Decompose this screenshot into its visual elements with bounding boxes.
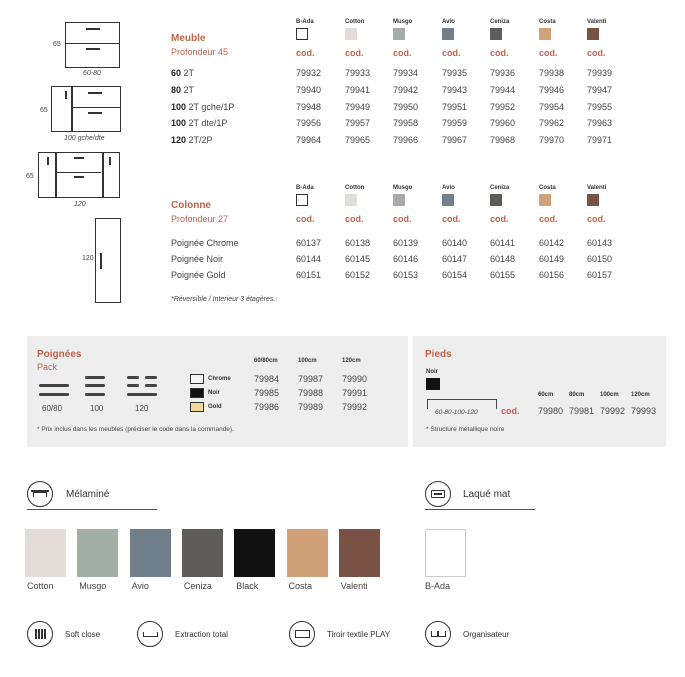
row-label-desc: 2T gche/1P (186, 101, 235, 112)
laque-icon (425, 481, 451, 507)
color-name: B-Ada (296, 19, 314, 25)
finish-label: Chrome (208, 376, 231, 382)
poignees-title: Poignées (37, 349, 82, 360)
color-name: B-Ada (296, 185, 314, 191)
feature-label: Extraction total (175, 630, 228, 639)
product-code: 79985 (254, 388, 280, 398)
product-code: 79944 (490, 84, 516, 95)
product-code: 79987 (298, 374, 324, 384)
swatch-label: Black (236, 581, 259, 591)
noir-swatch (426, 378, 440, 390)
cod-label: cod. (442, 214, 461, 224)
product-code: 79935 (442, 68, 468, 78)
cod-label: cod. (442, 48, 461, 58)
product-code: 79934 (393, 68, 419, 78)
colonne-drawing (95, 218, 121, 303)
product-code: 60141 (490, 238, 516, 248)
product-code: 79957 (345, 118, 371, 129)
product-code: 79971 (587, 135, 613, 146)
color-swatch (490, 194, 502, 206)
color-swatch (587, 28, 599, 40)
dim-width: 60-80 (83, 70, 101, 77)
product-code: 60150 (587, 254, 613, 264)
cod-label: cod. (345, 48, 364, 58)
product-code: 60139 (393, 238, 419, 248)
product-code: 60148 (490, 254, 516, 264)
row-label: Poignée Gold (171, 270, 226, 280)
color-swatch (539, 194, 551, 206)
column-header: 120cm (631, 392, 650, 398)
product-code: 79967 (442, 135, 468, 146)
swatch-label: Valenti (340, 581, 368, 591)
row-label: Poignée Chrome (171, 238, 239, 248)
color-name: Valenti (587, 185, 607, 191)
column-header: 60cm (538, 392, 554, 398)
swatch-label: Cotton (27, 581, 54, 591)
product-code: 79954 (539, 101, 565, 112)
column-header: 100cm (298, 358, 317, 364)
product-code: 79933 (345, 68, 371, 78)
melamine-icon (27, 481, 53, 507)
finish-label: Gold (208, 404, 222, 410)
product-code: 79942 (393, 84, 419, 95)
product-code: 79964 (296, 135, 322, 146)
swatch-b-ada (425, 529, 466, 577)
color-swatch (345, 28, 357, 40)
product-code: 79952 (490, 101, 516, 112)
product-code: 79992 (600, 406, 626, 416)
cod-label: cod. (393, 214, 412, 224)
pieds-panel (413, 336, 666, 447)
swatch-valenti (339, 529, 380, 577)
swatch-black (234, 529, 275, 577)
product-code: 79938 (539, 68, 565, 78)
feature-label: Tiroir textile PLAY (327, 630, 391, 639)
row-label (171, 85, 194, 95)
pieds-color-label: Noir (426, 369, 438, 375)
soft-close-icon (27, 621, 53, 647)
product-code: 79948 (296, 101, 322, 112)
laque-title: Laqué mat (463, 489, 511, 500)
swatch-musgo (77, 529, 118, 577)
row-label-desc: 2T (181, 68, 195, 78)
product-code: 79981 (569, 406, 595, 416)
colonne-subtitle: Profondeur 27 (171, 214, 229, 224)
color-swatch (393, 194, 405, 206)
color-name: Valenti (587, 19, 607, 25)
product-code: 79936 (490, 68, 516, 78)
row-label-desc: 2T dte/1P (186, 118, 228, 129)
swatch-label: Costa (288, 581, 313, 591)
product-code: 79991 (342, 388, 368, 398)
product-code: 60147 (442, 254, 468, 264)
color-name: Cotton (345, 19, 365, 25)
tiroir-textile-icon (289, 621, 315, 647)
color-swatch (393, 28, 405, 40)
color-swatch (587, 194, 599, 206)
product-code: 79955 (587, 101, 613, 112)
product-code: 60153 (393, 270, 419, 280)
product-code: 79951 (442, 101, 468, 112)
cod-label: cod. (587, 48, 606, 58)
product-code: 79943 (442, 84, 468, 95)
color-name: Musgo (393, 19, 413, 25)
product-code: 60157 (587, 270, 613, 280)
finish-swatch (190, 374, 204, 384)
row-label (171, 102, 234, 112)
product-code: 60137 (296, 238, 322, 248)
product-code: 79932 (296, 68, 322, 78)
product-code: 60146 (393, 254, 419, 264)
product-code: 79958 (393, 118, 419, 129)
handle-size: 120 (135, 404, 149, 413)
cod-label: cod. (296, 214, 315, 224)
product-code: 79947 (587, 84, 613, 95)
product-code: 79989 (298, 402, 324, 412)
product-code: 60140 (442, 238, 468, 248)
color-swatch (442, 194, 454, 206)
row-label (171, 135, 213, 145)
product-code: 60138 (345, 238, 371, 248)
finish-swatch (190, 388, 204, 398)
color-swatch (296, 194, 308, 206)
color-name: Ceniza (490, 185, 510, 191)
product-code: 60142 (539, 238, 565, 248)
feature-label: Soft close (65, 630, 101, 639)
product-code: 79980 (538, 406, 564, 416)
dim-width: 100 gche/dte (64, 135, 105, 142)
color-name: Cotton (345, 185, 365, 191)
cod-label: cod. (539, 48, 558, 58)
product-code: 79993 (631, 406, 657, 416)
product-code: 79990 (342, 374, 368, 384)
product-code: 79949 (345, 101, 371, 112)
product-code: 79941 (345, 84, 371, 95)
cod-label: cod. (345, 214, 364, 224)
product-code: 60154 (442, 270, 468, 280)
leg-frame-icon (427, 399, 497, 409)
product-code: 79940 (296, 84, 322, 95)
swatch-label: B-Ada (425, 581, 451, 591)
cabinet-100-drawing (51, 86, 121, 132)
product-code: 79950 (393, 101, 419, 112)
cabinet-60-80-drawing (65, 22, 120, 68)
row-label-size: 80 (171, 84, 182, 95)
column-header: 80cm (569, 392, 585, 398)
column-header: 120cm (342, 358, 361, 364)
swatch-label: Avio (131, 581, 149, 591)
color-name: Avio (442, 19, 455, 25)
product-code: 79962 (539, 118, 565, 129)
swatch-ceniza (182, 529, 223, 577)
product-code: 79960 (490, 118, 516, 129)
color-name: Musgo (393, 185, 413, 191)
cod-label: cod. (296, 48, 315, 58)
row-label-desc: 2T (181, 84, 195, 95)
product-code: 79984 (254, 374, 280, 384)
meuble-title: Meuble (171, 33, 206, 44)
row-label-size: 120 (171, 135, 187, 146)
color-swatch (345, 194, 357, 206)
organisateur-icon (425, 621, 451, 647)
color-swatch (539, 28, 551, 40)
swatch-cotton (25, 529, 66, 577)
pieds-note: * Structure métallique noire (426, 426, 505, 433)
product-code: 79959 (442, 118, 468, 129)
product-code: 60151 (296, 270, 322, 280)
product-code: 79963 (587, 118, 613, 129)
product-code: 79946 (539, 84, 565, 95)
swatch-costa (287, 529, 328, 577)
product-code: 79988 (298, 388, 324, 398)
handle-size: 100 (90, 404, 104, 413)
product-code: 60152 (345, 270, 371, 280)
handle-size: 60/80 (42, 404, 63, 413)
dim-height: 65 (53, 41, 61, 48)
colonne-height: 120 (82, 255, 94, 262)
column-header: 60/80cm (254, 358, 278, 364)
product-code: 60143 (587, 238, 613, 248)
product-code: 79986 (254, 402, 280, 412)
swatch-label: Ceniza (183, 581, 212, 591)
feature-label: Organisateur (463, 630, 510, 639)
melamine-title: Mélaminé (66, 489, 110, 500)
product-code: 79966 (393, 135, 419, 146)
product-code: 79968 (490, 135, 516, 146)
color-name: Costa (539, 185, 556, 191)
pieds-cod: cod. (501, 406, 520, 416)
product-code: 79970 (539, 135, 565, 146)
color-swatch (296, 28, 308, 40)
poignees-panel (27, 336, 408, 447)
product-code: 79992 (342, 402, 368, 412)
color-name: Avio (442, 185, 455, 191)
product-code: 79939 (587, 68, 613, 78)
meuble-subtitle: Profondeur 45 (171, 47, 229, 57)
poignees-subtitle: Pack (37, 362, 58, 372)
product-code: 79956 (296, 118, 322, 129)
product-code: 60155 (490, 270, 516, 280)
row-label (171, 118, 227, 128)
pieds-sizes: 60-80-100-120 (435, 409, 478, 416)
row-label-size: 60 (171, 68, 182, 78)
row-label (171, 68, 194, 78)
finish-swatch (190, 402, 204, 412)
colonne-note: *Réversible / Interieur 3 étagères. (171, 296, 276, 303)
color-name: Ceniza (490, 19, 510, 25)
row-label-size: 100 (171, 101, 187, 112)
cod-label: cod. (539, 214, 558, 224)
pieds-title: Pieds (425, 349, 452, 360)
color-swatch (442, 28, 454, 40)
row-label-size: 100 (171, 118, 187, 129)
dim-height: 65 (40, 107, 48, 114)
color-name: Costa (539, 19, 556, 25)
swatch-avio (130, 529, 171, 577)
cod-label: cod. (393, 48, 412, 58)
column-header: 100cm (600, 392, 619, 398)
color-swatch (490, 28, 502, 40)
poignees-note: * Prix inclus dans les meubles (préciser le code dans la commande). (37, 426, 234, 433)
cabinet-120-drawing (38, 152, 120, 198)
swatch-label: Musgo (79, 581, 107, 591)
product-code: 60156 (539, 270, 565, 280)
colonne-title: Colonne (171, 200, 211, 211)
extraction-total-icon (137, 621, 163, 647)
row-label-desc: 2T/2P (186, 135, 213, 146)
row-label: Poignée Noir (171, 254, 224, 264)
cod-label: cod. (587, 214, 606, 224)
product-code: 79965 (345, 135, 371, 146)
finish-label: Noir (208, 390, 220, 396)
cod-label: cod. (490, 214, 509, 224)
dim-width: 120 (74, 201, 86, 208)
dim-height: 65 (26, 173, 34, 180)
product-code: 60145 (345, 254, 371, 264)
cod-label: cod. (490, 48, 509, 58)
product-code: 60144 (296, 254, 322, 264)
product-code: 60149 (539, 254, 565, 264)
